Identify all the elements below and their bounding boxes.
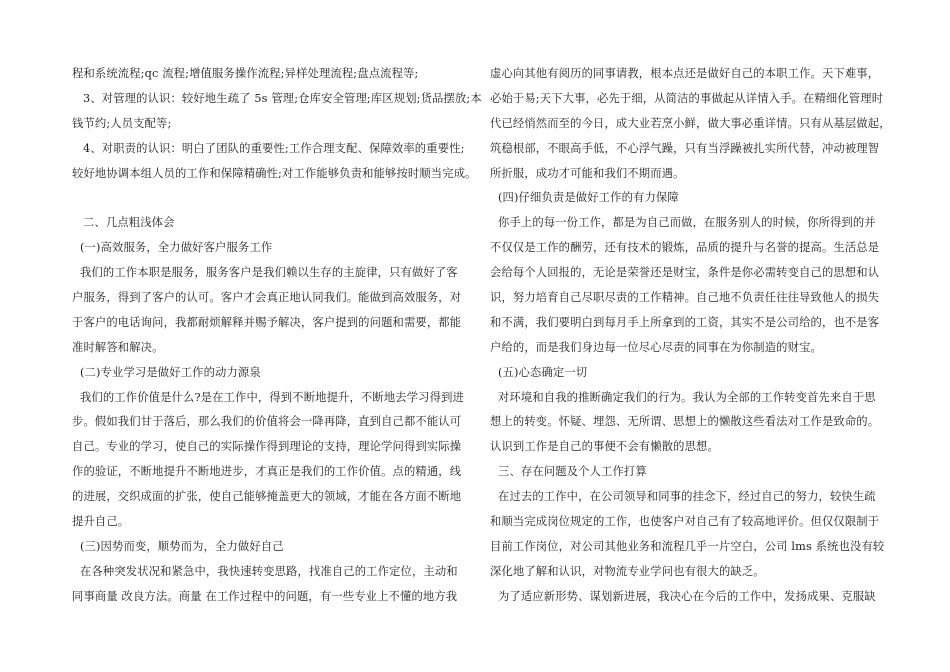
text-line: 对环境和自我的推断确定我们的行为。我认为全部的工作转变首先来自于思: [498, 390, 876, 404]
text-line: 和不满，我们要明白到每月手上所拿到的工资，其实不是公司给的，也不是客: [490, 315, 880, 329]
right-column: [490, 62, 891, 610]
text-line: 筑稳根部，不眼高手低，不心浮气躁，只有当浮躁被扎实所代替，冲动被理智: [490, 141, 880, 155]
text-line: 想上的转变。怀疑、埋怨、无所谓、思想上的懒散这些看法对工作是致命的。: [490, 415, 880, 429]
blank-line: [72, 186, 467, 211]
text-line: 准时解答和解决。: [72, 340, 164, 354]
text-line: 二、几点粗浅体会: [83, 216, 175, 230]
text-line: (一)高效服务，全力做好客户服务工作: [80, 241, 273, 255]
text-line: 较好地协调本组人员的工作和保障精确性;对工作能够负责和能够按时顺当完成。: [72, 166, 477, 180]
text-line: 深化地了解和认识，对物流专业学问也有很大的缺乏。: [490, 564, 765, 578]
text-line: 3、对管理的认识：较好地生疏了 5s 管理;仓库安全管理;库区规划;货品摆放;本: [83, 91, 482, 105]
text-line: 三、存在问题及个人工作打算: [498, 465, 647, 479]
text-line: 程和系统流程;qc 流程;增值服务操作流程;异样处理流程;盘点流程等;: [72, 67, 419, 80]
text-line: 的进展，交织成面的扩张，使自己能够掩盖更大的领域，才能在各方面不断地: [72, 490, 462, 504]
left-column: [72, 62, 482, 610]
text-line: 在各种突发状况和紧急中，我快速转变思路，找准自己的工作定位，主动和: [80, 564, 458, 578]
text-line: 自己。专业的学习，使自己的实际操作得到理论的支持，理论学问得到实际操: [72, 440, 462, 454]
text-line: (二)专业学习是做好工作的动力源泉: [80, 365, 261, 379]
text-line: 会给每个人回报的，无论是荣誉还是财宝，条件是你必需转变自己的思想和认: [490, 266, 880, 280]
text-line: 步。假如我们甘于落后，那么我们的价值将会一降再降，直到自己都不能认可: [72, 415, 462, 429]
text-line: 在过去的工作中，在公司领导和同事的挂念下，经过自己的努力，较快生疏: [498, 490, 876, 504]
text-line: 我们的工作价值是什么?是在工作中，得到不断地提升，不断地去学习得到进: [80, 390, 464, 404]
text-line: 代已经悄然而至的今日，成大业若烹小鲜，做大事必重详情。只有从基层做起，: [490, 116, 891, 130]
text-line: 识，努力培育自己尽职尽责的工作精神。自己地不负责任往往导致他人的损失: [490, 291, 880, 305]
text-line: 所折服，成功才可能和我们不期而遇。: [490, 166, 685, 180]
text-line: 你手上的每一份工作，都是为自己而做，在服务别人的时候，你所得到的并: [498, 216, 876, 230]
text-line: 目前工作岗位，对公司其他业务和流程几乎一片空白，公司 lms 系统也没有较: [490, 539, 885, 553]
text-line: (三)因势而变，顺势而为，全力做好自己: [80, 539, 284, 553]
text-line: 我们的工作本职是服务，服务客户是我们赖以生存的主旋律，只有做好了客: [80, 266, 458, 280]
text-line: 4、对职责的认识：明白了团队的重要性;工作合理支配、保障效率的重要性;: [83, 141, 465, 155]
text-line: 为了适应新形势、谋划新进展，我决心在今后的工作中，发扬成果、克服缺: [498, 589, 876, 603]
text-line: 认识到工作是自己的事便不会有懒散的思想。: [490, 440, 719, 454]
text-line: 必始于易;天下大事，必先于细，从简洁的事做起从详情入手。在精细化管理时: [490, 91, 884, 105]
text-line: 不仅仅是工作的酬劳，还有技术的锻炼，品质的提升与名誉的提高。生活总是: [490, 241, 880, 255]
text-line: 虚心向其他有阅历的同事请教，根本点还是做好自己的本职工作。天下难事，: [490, 67, 880, 80]
text-line: 户服务，得到了客户的认可。客户才会真正地认同我们。能做到高效服务，对: [72, 291, 462, 305]
text-line: 于客户的电话询问，我都耐烦解释并赐予解决，客户提到的问题和需要，都能: [72, 315, 462, 329]
text-line: (四)仔细负责是做好工作的有力保障: [498, 191, 679, 205]
text-line: 钱节约;人员支配等;: [72, 116, 172, 130]
text-line: (五)心态确定一切: [498, 365, 588, 379]
text-line: 提升自己。: [72, 515, 130, 529]
text-line: 和顺当完成岗位规定的工作，也使客户对自己有了较高地评价。但仅仅限制于: [490, 515, 880, 529]
text-line: 同事商量 改良方法。商量 在工作过程中的问题，有一些专业上不懂的地方我: [72, 589, 458, 603]
text-line: 户给的，而是我们身边每一位尽心尽责的同事在为你制造的财宝。: [490, 340, 822, 354]
text-line: 作的验证，不断地提升不断地进步，才真正是我们的工作价值。点的精通，线: [72, 465, 462, 479]
